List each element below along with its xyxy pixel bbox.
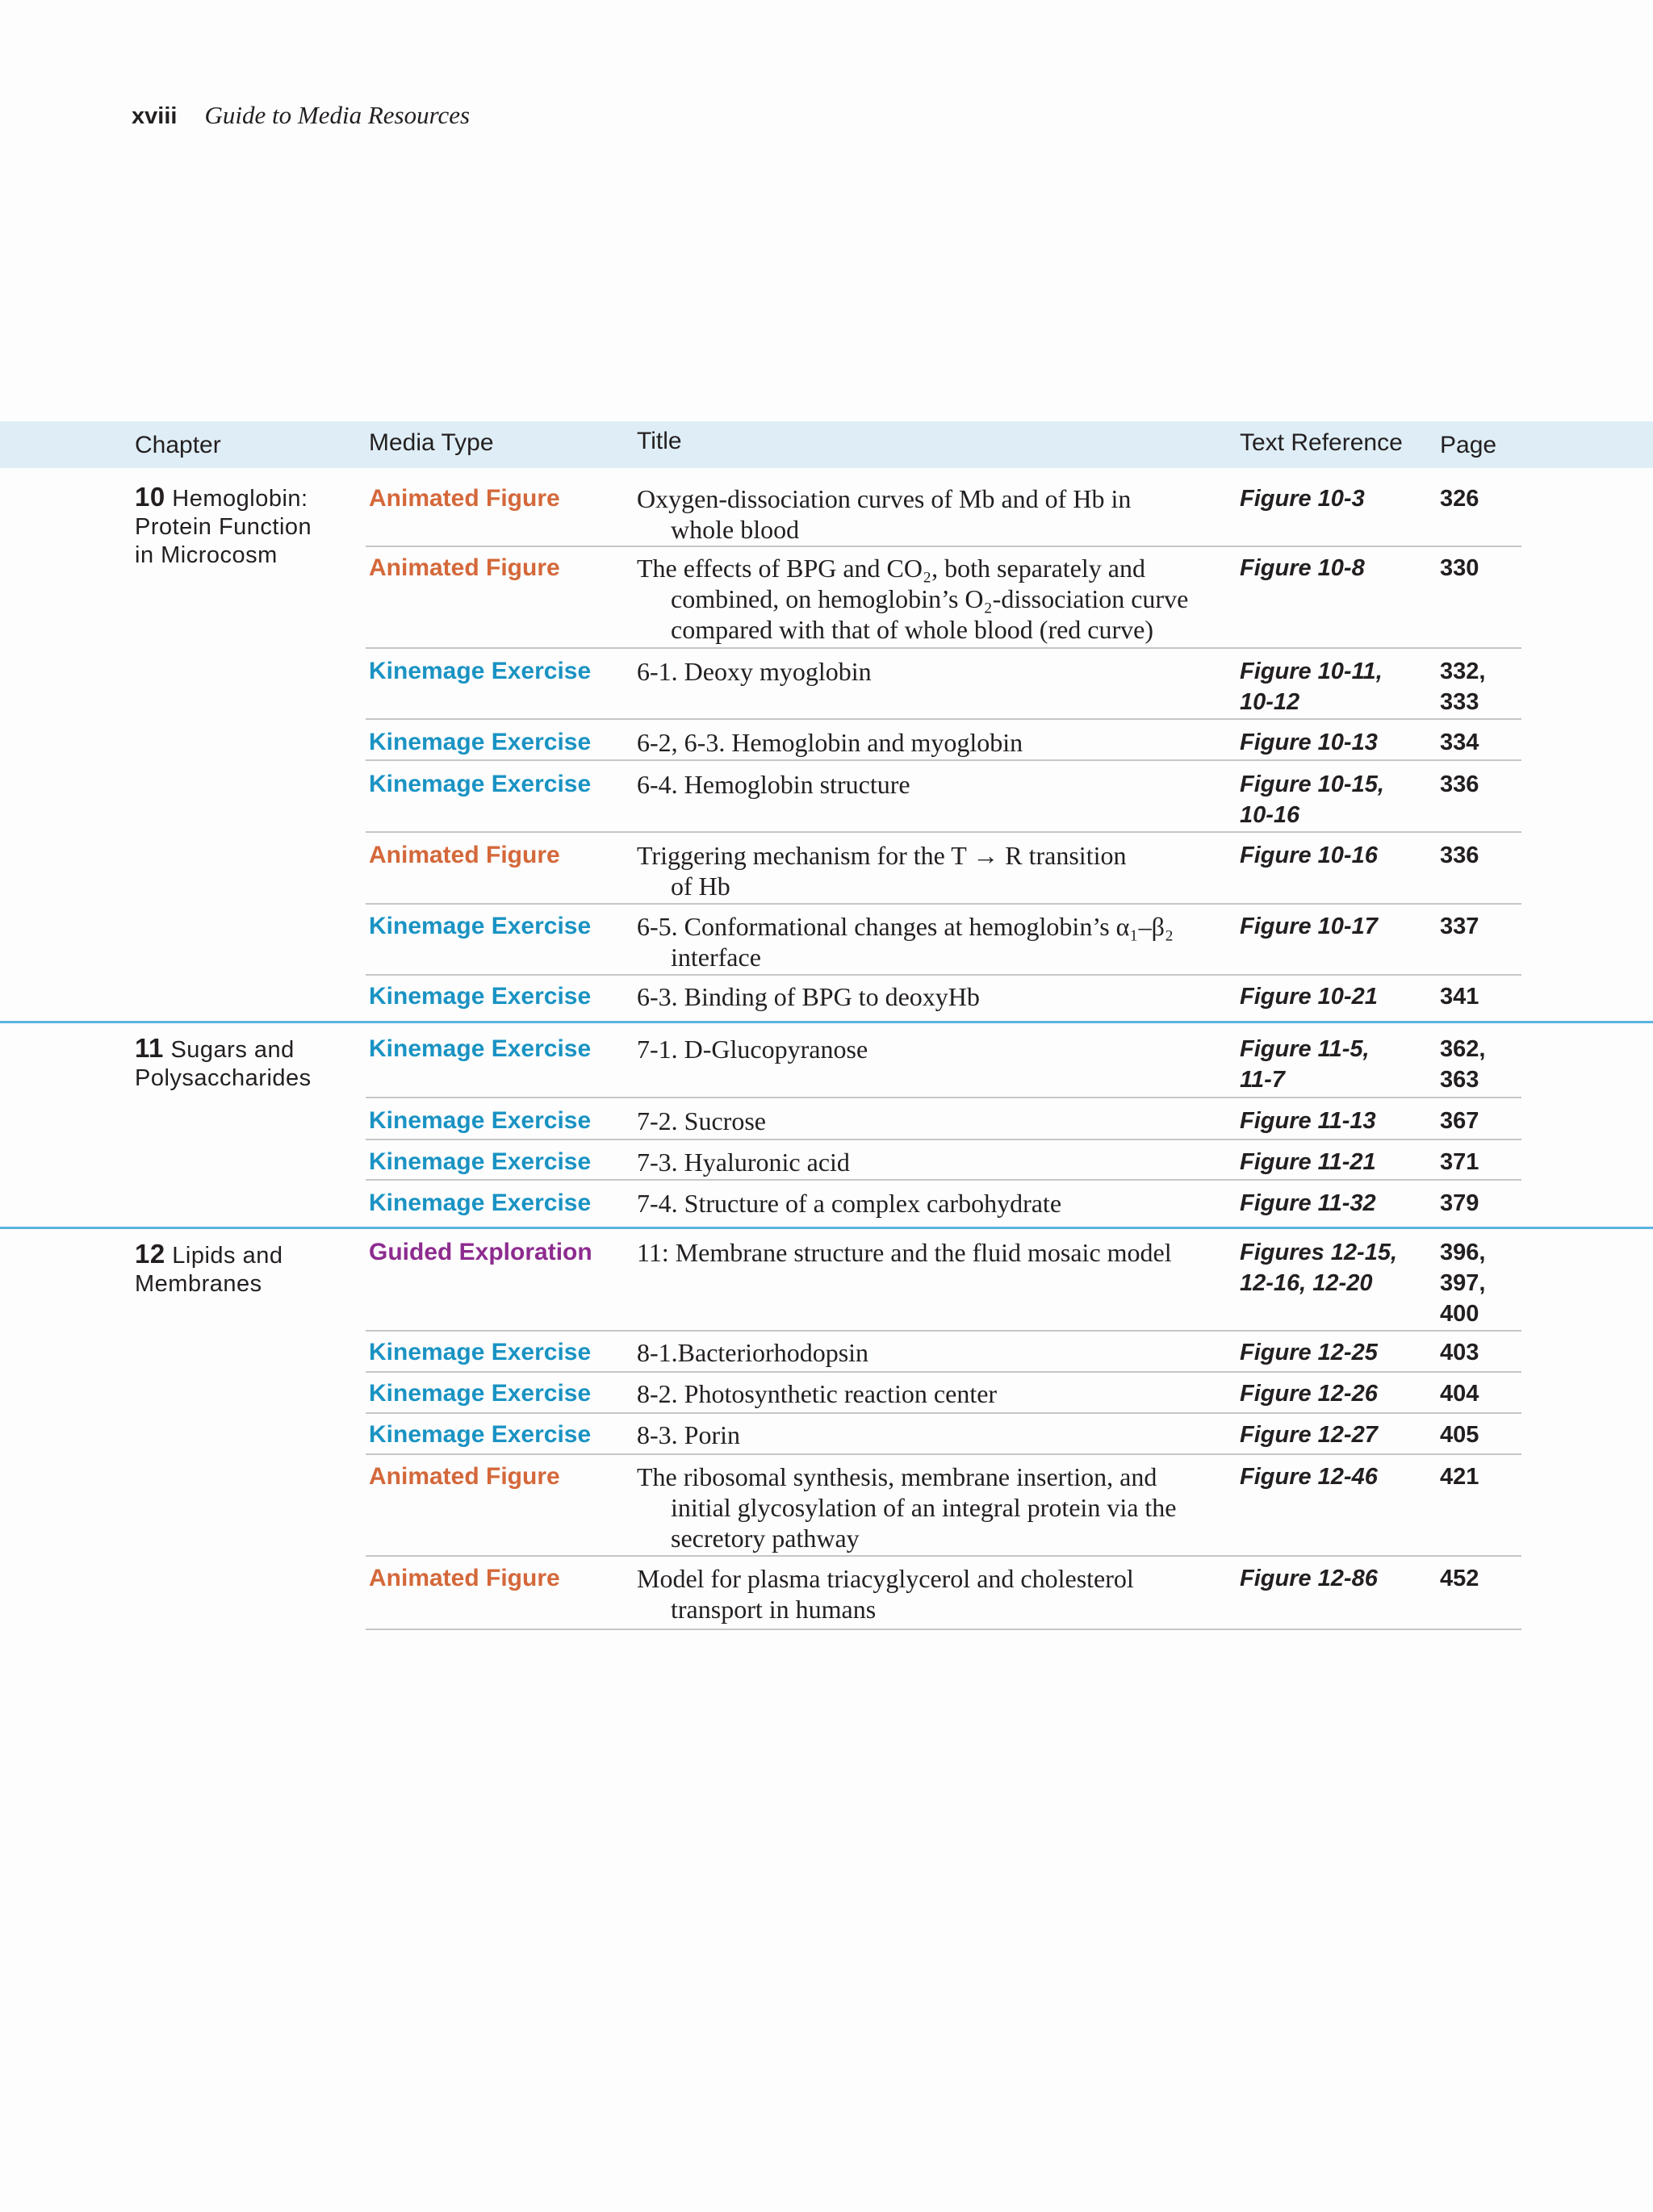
text-reference	[1240, 1034, 1370, 1095]
page-ref	[1440, 727, 1479, 758]
title-line: interface	[671, 943, 761, 972]
page-ref	[1440, 1188, 1479, 1219]
text-reference	[1240, 769, 1384, 830]
title-line: 6-1. Deoxy myoglobin	[637, 657, 872, 686]
page-line: 397,	[1440, 1270, 1486, 1296]
title-line: 6-2, 6-3. Hemoglobin and myoglobin	[637, 728, 1023, 757]
media-type: Kinemage Exercise	[369, 1339, 592, 1365]
reference-line: 10-12	[1240, 689, 1300, 715]
reference-line: 10-16	[1240, 802, 1300, 828]
reference-line: Figures 12-15,	[1240, 1240, 1398, 1265]
row-divider	[366, 1371, 1521, 1373]
page-line: 336	[1440, 843, 1479, 868]
reference-line: Figure 11-13	[1240, 1108, 1376, 1134]
table-header	[0, 421, 1653, 468]
chapter-name-line: Hemoglobin:	[172, 486, 308, 512]
chapter-name-line: Lipids and	[172, 1243, 283, 1269]
media-type: Kinemage Exercise	[369, 729, 592, 755]
title-line: 8-2. Photosynthetic reaction center	[637, 1379, 998, 1408]
reference-line: Figure 12-86	[1240, 1566, 1378, 1591]
chapter-name-line: Membranes	[135, 1271, 262, 1297]
reference-line: Figure 11-32	[1240, 1190, 1376, 1216]
media-type: Kinemage Exercise	[369, 658, 592, 684]
page-line: 452	[1440, 1566, 1479, 1591]
row-divider	[366, 1412, 1521, 1414]
page-ref	[1440, 1237, 1485, 1329]
page-line: 379	[1440, 1190, 1479, 1216]
page-ref	[1440, 1378, 1479, 1409]
row-divider	[366, 1179, 1521, 1181]
page-line: 336	[1440, 771, 1479, 797]
text-reference	[1240, 656, 1383, 717]
reference-line: Figure 12-26	[1240, 1381, 1378, 1407]
title-line: 7-3. Hyaluronic acid	[637, 1148, 850, 1177]
page-ref	[1440, 483, 1479, 514]
title-line: 6-3. Binding of BPG to deoxyHb	[637, 982, 980, 1011]
text-reference	[1240, 1188, 1376, 1219]
page-line: 400	[1440, 1301, 1479, 1327]
title-line: Oxygen-dissociation curves of Mb and of Hb in	[637, 484, 1132, 513]
row-divider	[366, 1555, 1521, 1557]
media-type: Kinemage Exercise	[369, 771, 592, 797]
reference-line: Figure 11-21	[1240, 1149, 1376, 1175]
title-line: Triggering mechanism for the T → R transition	[637, 841, 1127, 870]
media-type: Animated Figure	[369, 842, 560, 868]
chapter-name-line: in Microcosm	[135, 542, 278, 568]
row-divider	[366, 831, 1521, 833]
page-line: 421	[1440, 1464, 1479, 1490]
page-number: xviii	[132, 103, 178, 129]
title-line: 7-4. Structure of a complex carbohydrate	[637, 1189, 1062, 1218]
media-type: Kinemage Exercise	[369, 913, 592, 939]
chapter-number: 10	[135, 482, 165, 512]
title-cell	[637, 1337, 868, 1368]
row-divider	[366, 1097, 1521, 1098]
chapter-divider	[0, 1021, 1653, 1023]
chapter-divider	[0, 1227, 1653, 1229]
title-cell	[637, 840, 1126, 901]
title-cell	[637, 981, 980, 1012]
text-reference	[1240, 553, 1365, 583]
text-reference	[1240, 1461, 1378, 1492]
media-type: Animated Figure	[369, 485, 560, 512]
title-line: initial glycosylation of an integral protein via the	[671, 1493, 1177, 1522]
chapter-name-line: Protein Function	[135, 514, 312, 540]
media-type: Animated Figure	[369, 1565, 560, 1591]
page-ref	[1440, 1461, 1479, 1492]
media-type: Animated Figure	[369, 1463, 560, 1490]
title-line: whole blood	[671, 515, 800, 544]
reference-line: Figure 12-46	[1240, 1464, 1378, 1490]
text-reference	[1240, 1420, 1378, 1450]
reference-line: Figure 10-11,	[1240, 659, 1383, 684]
text-reference	[1240, 981, 1378, 1012]
chapter-number: 11	[135, 1033, 164, 1063]
title-line: Model for plasma triacyglycerol and cholesterol	[637, 1564, 1134, 1593]
page-line: 396,	[1440, 1240, 1486, 1265]
chapter-number: 12	[135, 1239, 165, 1269]
media-type: Kinemage Exercise	[369, 1148, 592, 1175]
reference-line: Figure 12-25	[1240, 1340, 1378, 1365]
reference-line: Figure 11-5,	[1240, 1036, 1370, 1062]
title-line: 6-5. Conformational changes at hemoglobin’s α₁–β₂	[637, 912, 1174, 941]
page-line: 326	[1440, 486, 1479, 512]
title-line: transport in humans	[671, 1595, 877, 1624]
title-cell	[637, 769, 910, 800]
title-cell	[637, 727, 1023, 758]
row-divider	[366, 1330, 1521, 1332]
reference-line: Figure 10-16	[1240, 843, 1378, 868]
reference-line: Figure 10-3	[1240, 486, 1365, 512]
title-line: of Hb	[671, 872, 730, 901]
title-line: 7-1. D-Glucopyranose	[637, 1035, 868, 1064]
title-cell	[637, 1147, 850, 1177]
row-divider	[366, 1139, 1521, 1140]
row-divider	[366, 1453, 1521, 1455]
title-cell	[637, 911, 1174, 972]
text-reference	[1240, 1378, 1378, 1409]
page-ref	[1440, 981, 1479, 1012]
title-cell	[637, 553, 1188, 645]
title-line: 6-4. Hemoglobin structure	[637, 770, 910, 799]
page-line: 363	[1440, 1067, 1479, 1093]
text-reference	[1240, 1237, 1397, 1298]
title-cell	[637, 1378, 997, 1409]
page-line: 404	[1440, 1381, 1479, 1407]
text-reference	[1240, 483, 1365, 514]
page-ref	[1440, 553, 1479, 583]
row-divider	[366, 718, 1521, 720]
title-cell	[637, 1106, 766, 1136]
title-line: 8-1.Bacteriorhodopsin	[637, 1338, 869, 1367]
media-type: Kinemage Exercise	[369, 983, 592, 1010]
media-type: Kinemage Exercise	[369, 1421, 592, 1448]
page-ref	[1440, 1106, 1479, 1136]
row-divider	[366, 1629, 1521, 1630]
row-divider	[366, 974, 1521, 976]
reference-line: Figure 10-13	[1240, 730, 1378, 755]
page-line: 341	[1440, 984, 1479, 1010]
page-ref	[1440, 911, 1479, 942]
page-ref	[1440, 1147, 1479, 1177]
page-line: 332,	[1440, 659, 1486, 684]
header-page: Page	[1440, 432, 1497, 458]
row-divider	[366, 647, 1521, 649]
media-type: Kinemage Exercise	[369, 1107, 592, 1134]
chapter-name-line: Polysaccharides	[135, 1065, 312, 1091]
title-line: The ribosomal synthesis, membrane insertion, and	[637, 1462, 1157, 1491]
reference-line: 12-16, 12-20	[1240, 1270, 1373, 1296]
reference-line: Figure 10-21	[1240, 984, 1378, 1010]
title-cell	[637, 1420, 740, 1450]
chapter-10	[135, 483, 312, 570]
reference-line: Figure 10-15,	[1240, 771, 1384, 797]
page-ref	[1440, 840, 1479, 871]
row-divider	[366, 546, 1521, 547]
title-cell	[637, 1563, 1134, 1625]
title-cell	[637, 656, 872, 687]
media-type: Animated Figure	[369, 554, 560, 581]
title-line: 8-3. Porin	[637, 1420, 740, 1449]
row-divider	[366, 759, 1521, 761]
title-line: The effects of BPG and CO₂, both separately and	[637, 554, 1145, 583]
text-reference	[1240, 840, 1378, 871]
page-line: 333	[1440, 689, 1479, 715]
page-ref	[1440, 1337, 1479, 1368]
page-line: 405	[1440, 1422, 1479, 1448]
title-line: 7-2. Sucrose	[637, 1106, 766, 1135]
title-line: combined, on hemoglobin’s O₂-dissociation curve	[671, 584, 1189, 613]
page-line: 367	[1440, 1108, 1479, 1134]
reference-line: 11-7	[1240, 1067, 1285, 1093]
page-ref	[1440, 1420, 1479, 1450]
reference-line: Figure 12-27	[1240, 1422, 1378, 1448]
running-head-title: Guide to Media Resources	[204, 101, 471, 129]
page-line: 334	[1440, 730, 1479, 755]
page-ref	[1440, 656, 1485, 717]
reference-line: Figure 10-17	[1240, 914, 1378, 939]
page-line: 403	[1440, 1340, 1479, 1365]
header-media-type: Media Type	[369, 429, 494, 456]
chapter-11	[135, 1034, 312, 1093]
page-ref	[1440, 769, 1479, 800]
media-type: Kinemage Exercise	[369, 1380, 592, 1407]
page-line: 337	[1440, 914, 1479, 939]
page-ref	[1440, 1563, 1479, 1594]
text-reference	[1240, 727, 1378, 758]
chapter-12	[135, 1240, 283, 1298]
header-title: Title	[637, 428, 682, 454]
title-cell	[637, 1034, 868, 1064]
running-head	[132, 99, 470, 132]
page-line: 371	[1440, 1149, 1479, 1175]
text-reference	[1240, 1337, 1378, 1368]
header-chapter: Chapter	[135, 432, 221, 458]
media-type: Kinemage Exercise	[369, 1190, 592, 1216]
row-divider	[366, 903, 1521, 905]
text-reference	[1240, 911, 1378, 942]
title-cell	[637, 483, 1131, 545]
title-line: 11: Membrane structure and the fluid mosaic model	[637, 1238, 1172, 1267]
page-line: 362,	[1440, 1036, 1486, 1062]
title-cell	[637, 1461, 1177, 1553]
title-cell	[637, 1237, 1172, 1268]
media-type: Guided Exploration	[369, 1239, 592, 1265]
text-reference	[1240, 1563, 1378, 1594]
reference-line: Figure 10-8	[1240, 555, 1365, 581]
header-text-reference: Text Reference	[1240, 429, 1403, 456]
title-line: secretory pathway	[671, 1524, 860, 1553]
text-reference	[1240, 1106, 1376, 1136]
page-ref	[1440, 1034, 1485, 1095]
chapter-name-line: Sugars and	[170, 1037, 295, 1063]
title-line: compared with that of whole blood (red curve)	[671, 615, 1154, 644]
page-line: 330	[1440, 555, 1479, 581]
text-reference	[1240, 1147, 1376, 1177]
title-cell	[637, 1188, 1061, 1219]
media-type: Kinemage Exercise	[369, 1035, 592, 1062]
